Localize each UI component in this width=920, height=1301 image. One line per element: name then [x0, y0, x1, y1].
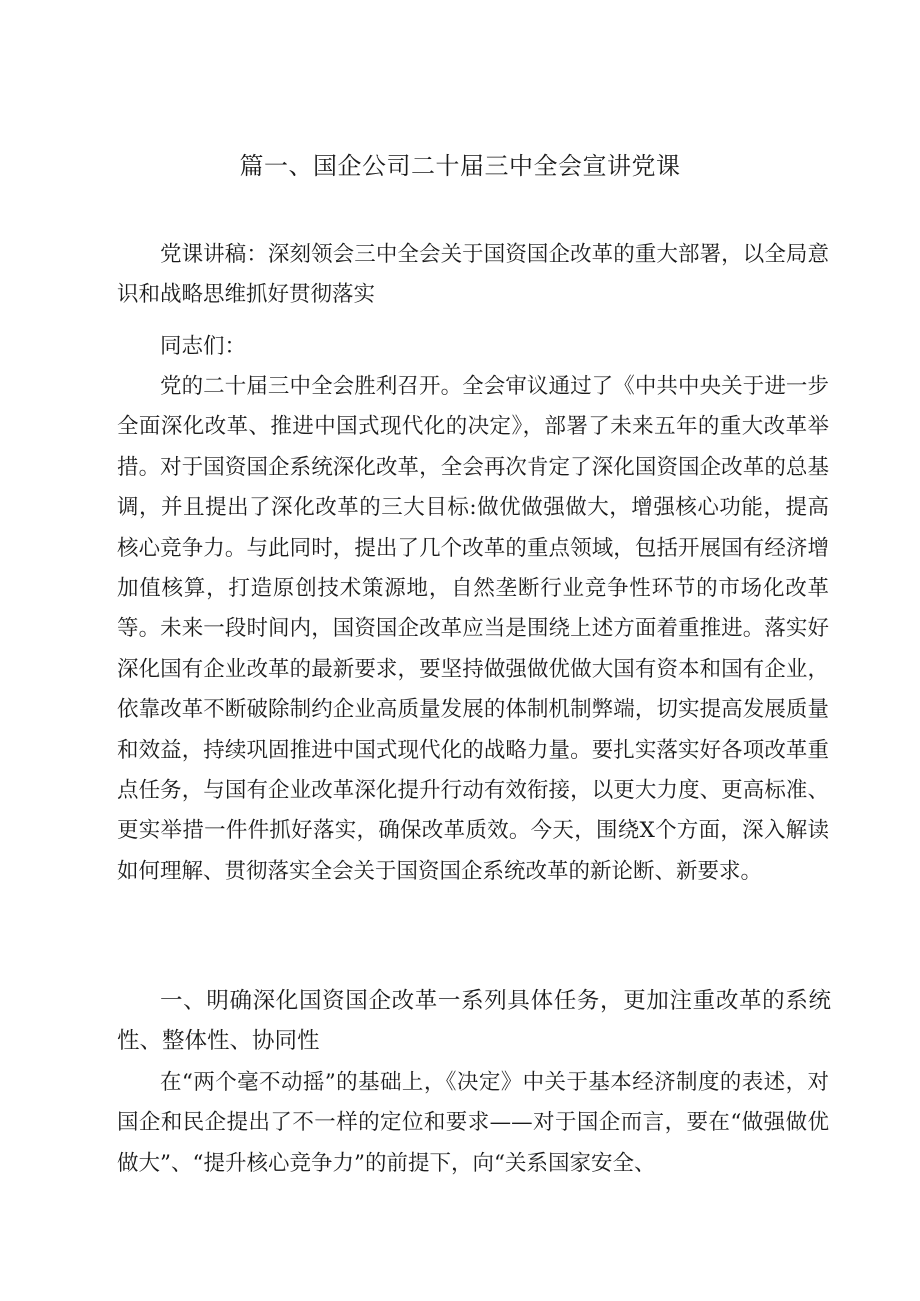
greeting: 同志们：	[160, 334, 247, 359]
paragraph-1: 党的二十届三中全会胜利召开。全会审议通过了《中共中央关于进一步全面深化改革、推进中国式现代化的决定》，部署了未来五年的重大改革举措。对于国资国企系统深化改革，全会再次肯定了深化国资国企改革的总基调，并且提出了深化改革的三大目标:做优做强做大，增强核心功能，提高核心竞争力。与此同时，提出了几个改革的重点领域，包括开展国有经济增加值核算，打造原创技术策源地，自然垄断行业竞争性环节的市场化改革等。未来一段时间内，国资国企改革应当是围绕上述方面着重推进。落实好深化国有企业改革的最新要求，要坚持做强做优做大国有资本和国有企业，依靠改革不断破除制约企业高质量发展的体制机制弊端，切实提高发展质量和效益，持续巩固推进中国式现代化的战略力量。要扎实落实好各项改革重点任务，与国有企业改革深化提升行动有效衔接，以更大力度、更高标准、更实举措一件件抓好落实，确保改革质效。今天，围绕X个方面，深入解读如何理解、贯彻落实全会关于国资国企系统改革的新论断、新要求。	[117, 374, 829, 884]
section-heading-1: 一、明确深化国资国企改革一系列具体任务，更加注重改革的系统性、整体性、协同性	[117, 988, 831, 1054]
document-title: 篇一、国企公司二十届三中全会宣讲党课	[239, 152, 681, 180]
lecture-title: 党课讲稿：深刻领会三中全会关于国资国企改革的重大部署，以全局意识和战略思维抓好贯彻落实	[117, 242, 829, 308]
paragraph-2: 在“两个毫不动摇”的基础上，《决定》中关于基本经济制度的表述，对国企和民企提出了不一样的定位和要求——对于国企而言，要在“做强做优做大”、“提升核心竞争力”的前提下，向“关系国家安全、	[117, 1070, 829, 1176]
